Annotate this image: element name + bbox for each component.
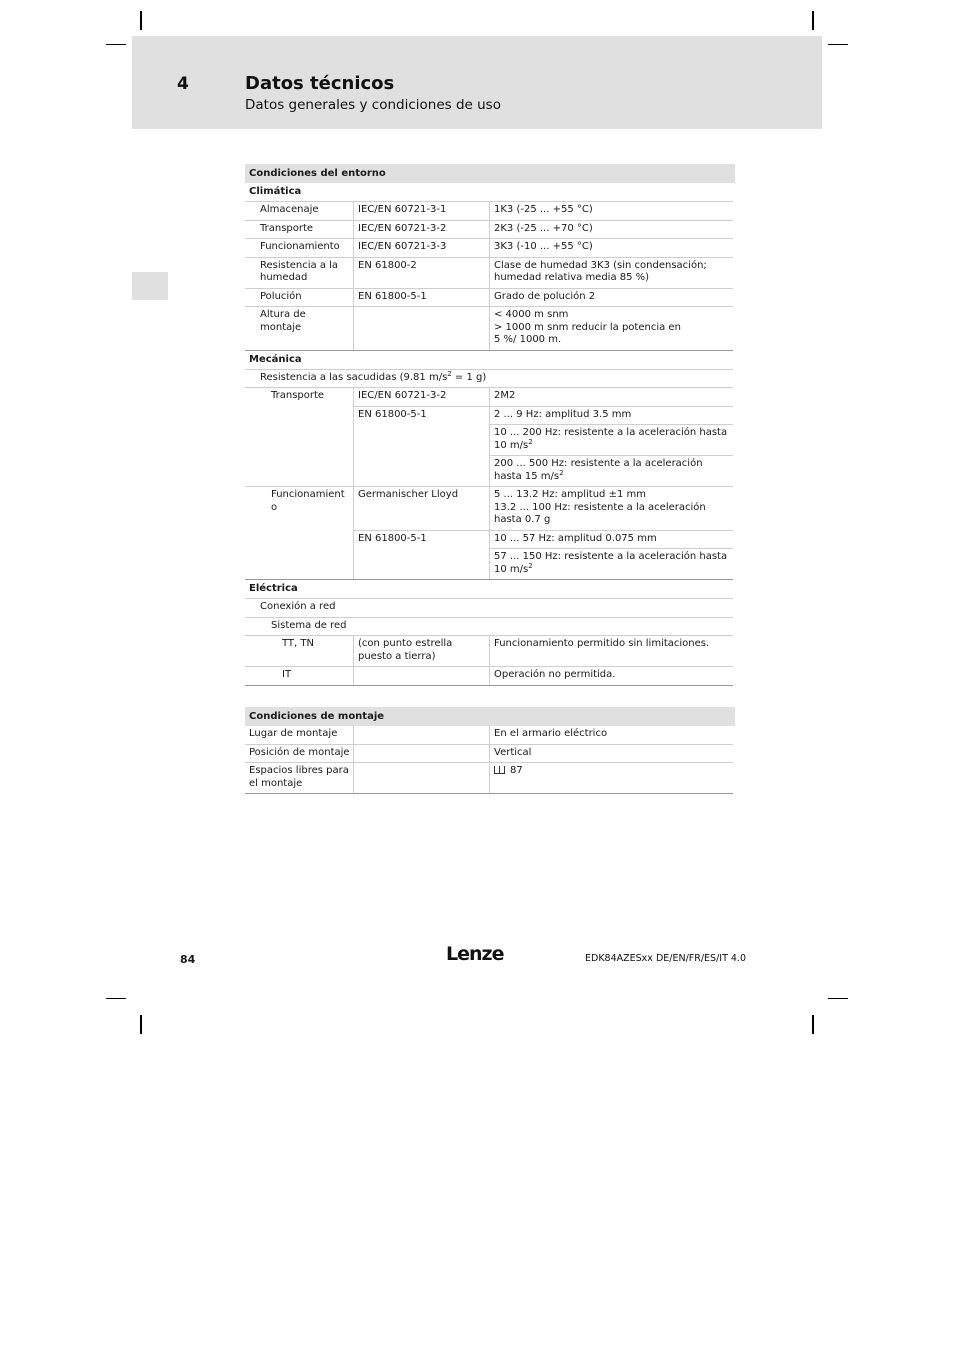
document-id: EDK84AZESxx DE/EN/FR/ES/IT 4.0	[585, 953, 746, 964]
crop-mark	[828, 998, 848, 999]
environment-conditions-table	[245, 164, 733, 686]
table-row: Conexión a red	[245, 599, 733, 618]
table-heading: Condiciones de montaje	[245, 707, 735, 726]
table-row: TT, TN (con punto estrella puesto a tierra) Funcionamiento permitido sin limitaciones.	[245, 636, 733, 667]
group-climatic: Climática	[245, 183, 733, 202]
table-row: Sistema de red	[245, 618, 733, 637]
crop-mark	[140, 1015, 142, 1034]
mounting-conditions-table	[245, 707, 733, 794]
table-row: EN 61800-5-1 10 ... 57 Hz: amplitud 0.075 mm 57 ... 150 Hz: resistente a la aceleración hasta 10 $m/s^2$	[353, 531, 733, 580]
transport-block: Transporte IEC/EN 60721-3-2 2M2 EN 61800-5-1 2 ... 9 Hz: amplitud 3.5 mm 10 ... 200 Hz: resistente a la aceleración hasta 10 $m/s^2$ 200 ... 500 Hz: resistente a la aceleración hasta 15 $m/s^2$	[245, 388, 733, 487]
chapter-number: 4	[177, 74, 189, 94]
group-electrical: Eléctrica	[245, 580, 733, 599]
table-row: Funcionamiento IEC/EN 60721-3-3 3K3 (-10 ... +55 °C)	[245, 239, 733, 258]
crop-mark	[106, 998, 126, 999]
table-row: Espacios libres para el montaje 87	[245, 763, 733, 794]
table-row: IEC/EN 60721-3-2 2M2	[353, 388, 733, 407]
chapter-subtitle: Datos generales y condiciones de uso	[245, 97, 501, 113]
table-row: Resistencia a las sacudidas (9.81 $m/s^2 = 1$ g)	[245, 370, 733, 389]
table-row: Transporte IEC/EN 60721-3-2 2K3 (-25 ... +70 °C)	[245, 221, 733, 240]
crop-mark	[812, 1015, 814, 1034]
chapter-side-tab	[132, 272, 168, 300]
table-row: EN 61800-5-1 2 ... 9 Hz: amplitud 3.5 mm 10 ... 200 Hz: resistente a la aceleración hasta 10 $m/s^2$ 200 ... 500 Hz: resistente a la aceleración hasta 15 $m/s^2$	[353, 407, 733, 487]
table-heading: Condiciones del entorno	[245, 164, 735, 183]
chapter-title: Datos técnicos	[245, 73, 395, 94]
page-reference-link[interactable]: 87	[510, 765, 523, 776]
table-row: Posición de montaje Vertical	[245, 745, 733, 764]
crop-mark	[828, 44, 848, 45]
crop-mark	[812, 11, 814, 30]
operation-block: Funcionamiento Germanischer Lloyd 5 ... 13.2 Hz: amplitud ±1 mm 13.2 ... 100 Hz: resistente a la aceleración hasta 0.7 g EN 61800-5-1 10 ... 57 Hz: amplitud 0.075 mm 57 ... 150 Hz: resistente a la aceleración hasta 10 $m/s^2$	[245, 487, 733, 580]
crop-mark	[140, 11, 142, 30]
chapter-header-band	[132, 36, 822, 129]
table-row: Polución EN 61800-5-1 Grado de polución 2	[245, 289, 733, 308]
table-row: Almacenaje IEC/EN 60721-3-1 1K3 (-25 ... +55 °C)	[245, 202, 733, 221]
table-row: Altura de montaje < 4000 m snm > 1000 m snm reducir la potencia en 5 %/ 1000 m.	[245, 307, 733, 351]
table-row: IT Operación no permitida.	[245, 667, 733, 686]
table-row: Germanischer Lloyd 5 ... 13.2 Hz: amplitud ±1 mm 13.2 ... 100 Hz: resistente a la aceleración hasta 0.7 g	[353, 487, 733, 531]
lenze-logo: Lenze	[446, 943, 504, 965]
crop-mark	[106, 44, 126, 45]
table-row: Lugar de montaje En el armario eléctrico	[245, 726, 733, 745]
table-row: Resistencia a la humedad EN 61800-2 Clase de humedad 3K3 (sin condensación; humedad relativa media 85 %)	[245, 258, 733, 289]
page-number: 84	[180, 953, 196, 966]
group-mechanical: Mecánica	[245, 351, 733, 370]
book-icon	[494, 766, 505, 774]
